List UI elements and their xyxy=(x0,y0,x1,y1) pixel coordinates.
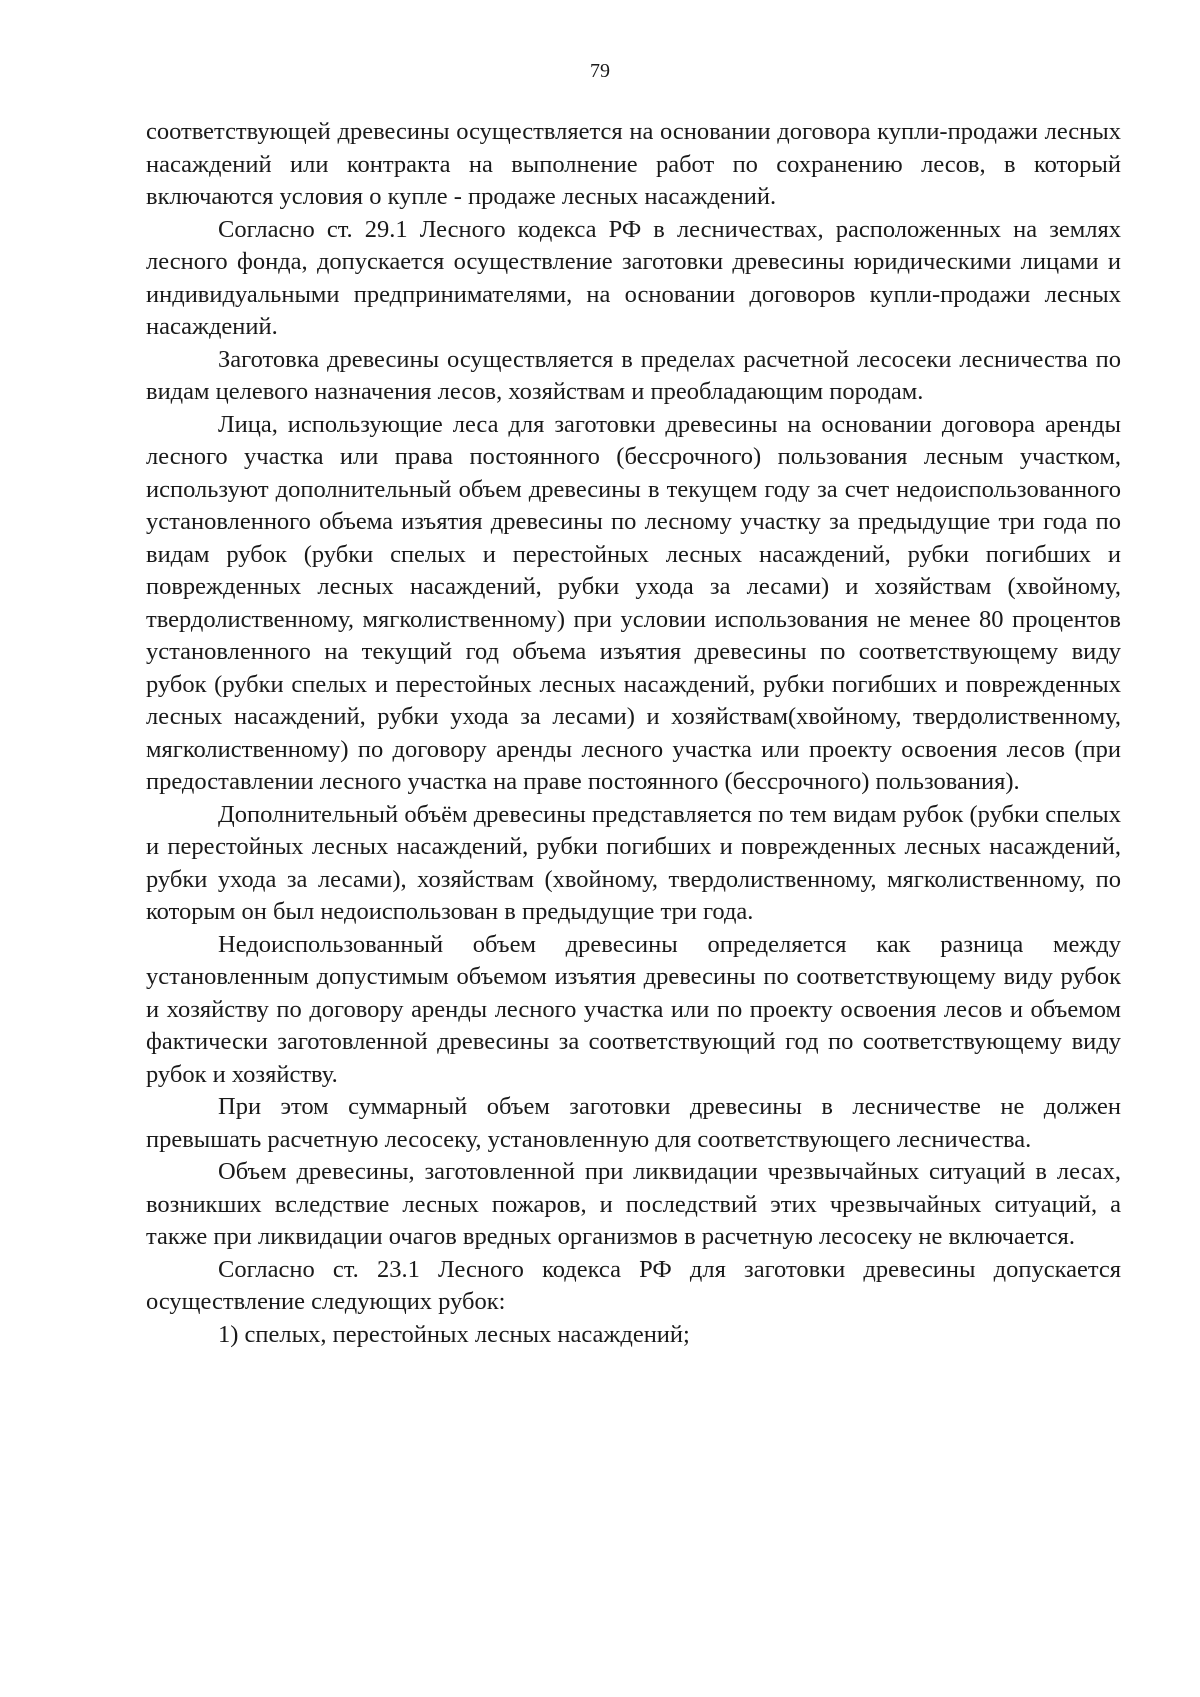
paragraph: Дополнительный объём древесины представляется по тем видам рубок (рубки спелых и перестойных лесных насаждений, рубки погибших и поврежденных лесных насаждений, рубки ухода за лесами), хозяйствам (хвойному, твердолиственному, мягколиственному, по которым он был недоиспользован в предыдущие три года. xyxy=(146,800,1121,925)
paragraph: Заготовка древесины осуществляется в пределах расчетной лесосеки лесничества по видам целевого назначения лесов, хозяйствам и преобладающим породам. xyxy=(146,345,1121,405)
body-text xyxy=(146,116,1121,1351)
paragraph: Лица, использующие леса для заготовки древесины на основании договора аренды лесного участка или права постоянного (бессрочного) пользования лесным участком, используют дополнительный объем древесины в текущем году за счет недоиспользованного установленного объема изъятия древесины по лесному участку за предыдущие три года по видам рубок (рубки спелых и перестойных лесных насаждений, рубки погибших и поврежденных лесных насаждений, рубки ухода за лесами) и хозяйствам (хвойному, твердолиственному, мягколиственному) при условии использования не менее 80 процентов установленного на текущий год объема изъятия древесины по соответствующему виду рубок (рубки спелых и перестойных лесных насаждений, рубки погибших и поврежденных лесных насаждений, рубки ухода за лесами) и хозяйствам(хвойному, твердолиственному, мягколиственному) по договору аренды лесного участка или проекту освоения лесов (при предоставлении лесного участка на праве постоянного (бессрочного) пользования). xyxy=(146,410,1121,795)
page-number: 79 xyxy=(590,60,610,82)
paragraph: соответствующей древесины осуществляется на основании договора купли-продажи лесных насаждений или контракта на выполнение работ по сохранению лесов, в который включаются условия о купле - продаже лесных насаждений. xyxy=(146,118,1121,210)
paragraph: Объем древесины, заготовленной при ликвидации чрезвычайных ситуаций в лесах, возникших вследствие лесных пожаров, и последствий этих чрезвычайных ситуаций, а также при ликвидации очагов вредных организмов в расчетную лесосеку не включается. xyxy=(146,1158,1121,1250)
paragraph: Согласно ст. 29.1 Лесного кодекса РФ в лесничествах, расположенных на землях лесного фонда, допускается осуществление заготовки древесины юридическими лицами и индивидуальными предпринимателями, на основании договоров купли-продажи лесных насаждений. xyxy=(146,215,1121,340)
paragraph: Недоиспользованный объем древесины определяется как разница между установленным допустимым объемом изъятия древесины по соответствующему виду рубок и хозяйству по договору аренды лесного участка или по проекту освоения лесов и объемом фактически заготовленной древесины за соответствующий год по соответствующему виду рубок и хозяйству. xyxy=(146,930,1121,1088)
paragraph: При этом суммарный объем заготовки древесины в лесничестве не должен превышать расчетную лесосеку, установленную для соответствующего лесничества. xyxy=(146,1093,1121,1153)
list-item: 1) спелых, перестойных лесных насаждений; xyxy=(218,1320,690,1348)
paragraph: Согласно ст. 23.1 Лесного кодекса РФ для заготовки древесины допускается осуществление следующих рубок: xyxy=(146,1255,1121,1315)
